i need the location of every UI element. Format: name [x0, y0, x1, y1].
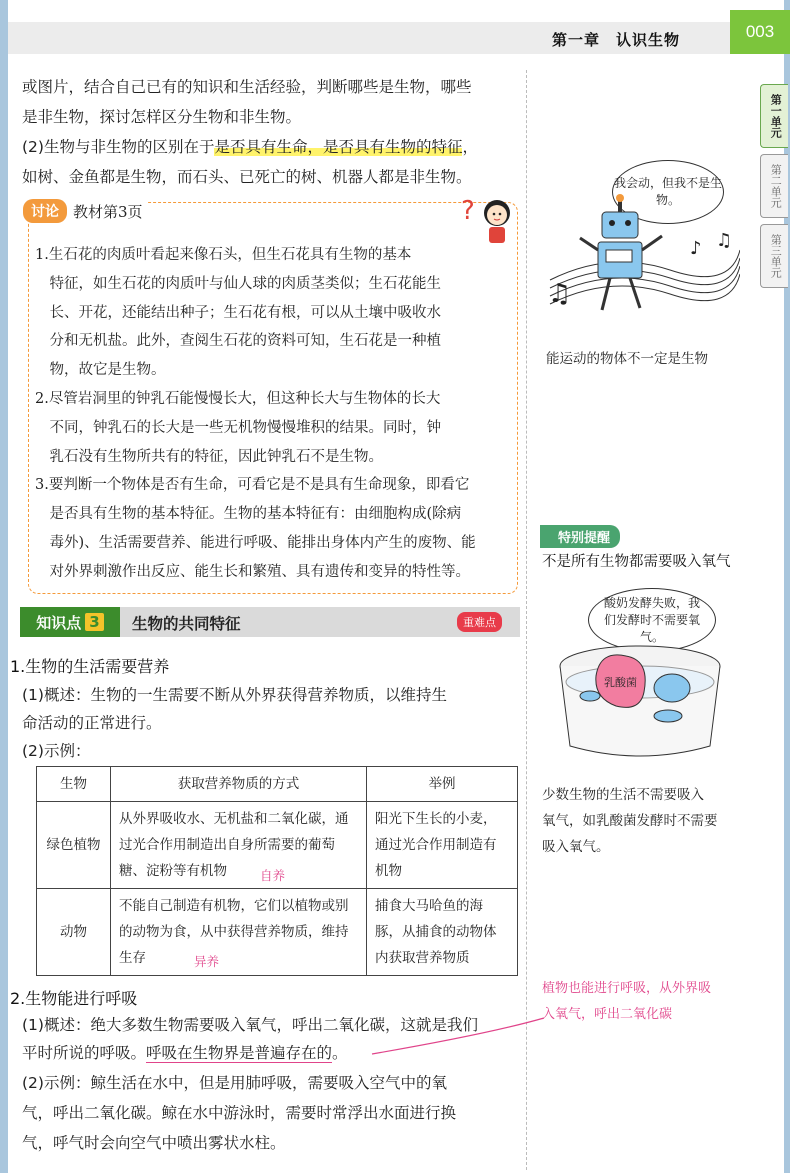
discussion-line: 1.生石花的肉质叶看起来像石头，但生石花具有生物的基本 — [35, 247, 412, 263]
section-1-heading: 1.生物的生活需要营养 — [10, 657, 170, 676]
section-1-line-1: (1)概述：生物的一生需要不断从外界获得营养物质，以维持生 — [22, 686, 447, 704]
column-divider — [526, 70, 527, 1170]
handnote-autotroph: 自养 — [260, 868, 286, 883]
intro-line-1: 或图片，结合自己已有的知识和生活经验，判断哪些是生物，哪些 — [22, 78, 472, 96]
table-cell-organism: 动物 — [37, 889, 111, 976]
discussion-line: 3.要判断一个物体是否有生命，可看它是不是具有生命现象，即看它 — [35, 477, 470, 494]
chapter-title: 第一章 认识生物 — [551, 31, 680, 49]
table-cell-way: 不能自己制造有机物，它们以植物或别的动物为食，从中获得营养物质，维持生存 — [111, 889, 367, 976]
table-cell-example: 捕食大马哈鱼的海豚，从捕食的动物体内获取营养物质 — [367, 889, 518, 976]
knowledge-point-label — [20, 607, 120, 637]
svg-text:?: ? — [461, 196, 475, 226]
table-header-cell: 生物 — [37, 767, 111, 802]
page — [8, 0, 784, 1173]
yeast-caption — [542, 782, 718, 860]
table-row — [37, 889, 518, 976]
section-2-line-2-end: 。 — [332, 1044, 348, 1062]
table-cell-example: 阳光下生长的小麦，通过光合作用制造有机物 — [367, 802, 518, 889]
svg-text:♫: ♫ — [716, 230, 733, 251]
discussion-line: 毒外)、生活需要营养、能进行呼吸、能排出身体内产生的废物、能 — [35, 534, 476, 551]
section-2-line-4: 气，呼出二氧化碳。鲸在水中游泳时，需要时常浮出水面进行换 — [22, 1104, 457, 1122]
discussion-line: 不同，钟乳石的长大是一些无机物慢慢堆积的结果。同时，钟 — [35, 419, 441, 436]
table-header-cell: 获取营养物质的方式 — [111, 767, 367, 802]
discussion-line: 乳石没有生物所共有的特征，因此钟乳石不是生物。 — [35, 448, 383, 465]
handnote-line: 入氧气，呼出二氧化碳 — [542, 1007, 673, 1022]
section-2-line-2-prefix: 平时所说的呼吸。 — [22, 1044, 147, 1062]
svg-text:♫: ♫ — [548, 279, 572, 309]
discussion-text — [35, 241, 515, 587]
discussion-line: 特征，如生石花的肉质叶与仙人球的肉质茎类似；生石花能生 — [35, 275, 441, 292]
yeast-caption-line: 吸入氧气。 — [542, 839, 610, 855]
intro-line-3-end: ， — [462, 138, 478, 156]
intro-line-2: 是非生物，探讨怎样区分生物和非生物。 — [22, 108, 302, 126]
page-header — [8, 22, 752, 54]
yeast-label: 乳酸菌 — [604, 676, 637, 689]
discussion-header — [19, 199, 147, 223]
handnote-plant-respiration — [542, 976, 711, 1028]
section-1-line-3: (2)示例： — [22, 742, 91, 760]
table-cell-way: 从外界吸收水、无机盐和二氧化碳，通过光合作用制造出自身所需要的葡萄糖、淀粉等有机物 — [111, 802, 367, 889]
yeast-caption-line: 氧气，如乳酸菌发酵时不需要 — [542, 813, 718, 829]
knowledge-point-title: 生物的共同特征 — [132, 615, 241, 633]
underline-respiration: 呼吸在生物界是普遍存在的 — [146, 1044, 333, 1062]
intro-line-4: 如树、金鱼都是生物，而石头、已死亡的树、机器人都是非生物。 — [22, 168, 472, 186]
discussion-line: 长、开花，还能结出种子；生石花有根，可以从土壤中吸收水 — [35, 304, 441, 321]
key-difficulty-tag: 重难点 — [457, 612, 502, 632]
section-2-line-5: 气，呼气时会向空气中喷出雾状水柱。 — [22, 1134, 286, 1152]
knowledge-point-text: 知识点 — [36, 613, 82, 632]
section-2-heading: 2.生物能进行呼吸 — [10, 989, 138, 1008]
unit-tab-1[interactable]: 第一单元 — [760, 84, 788, 148]
intro-line-3-prefix: (2)生物与非生物的区别在于 — [22, 138, 215, 156]
discussion-line: 物，故它是生物。 — [35, 362, 166, 379]
section-1-line-2: 命活动的正常进行。 — [22, 714, 162, 732]
table-header-cell: 举例 — [367, 767, 518, 802]
section-2-line-3: (2)示例：鲸生活在水中，但是用肺呼吸，需要吸入空气中的氧 — [22, 1074, 447, 1092]
svg-text:♪: ♪ — [690, 238, 702, 259]
handnote-arrow-icon — [368, 1014, 548, 1058]
thinking-girl-icon — [459, 189, 519, 245]
yeast-caption-line: 少数生物的生活不需要吸入 — [542, 787, 704, 803]
intro-line-3 — [22, 132, 478, 162]
discussion-title: 教材第3页 — [73, 202, 143, 221]
special-tip-title: 不是所有生物都需要吸入氧气 — [542, 554, 731, 570]
discussion-box — [28, 196, 518, 594]
discussion-line: 是否具有生物的基本特征。生物的基本特征有：由细胞构成(除病 — [35, 506, 462, 523]
section-2-line-1: (1)概述：绝大多数生物需要吸入氧气，呼出二氧化碳，这就是我们 — [22, 1016, 478, 1034]
discussion-badge: 讨论 — [23, 199, 67, 223]
table-cell-organism: 绿色植物 — [37, 802, 111, 889]
unit-tabs — [760, 84, 790, 294]
page-number: 003 — [730, 10, 790, 54]
unit-tab-2[interactable]: 第二单元 — [760, 154, 788, 218]
knowledge-point-number: 3 — [85, 613, 103, 631]
yeast-speech-bubble: 酸奶发酵失败，我们发酵时不需要氧气。 — [588, 588, 716, 652]
highlight-difference: 是否具有生命，是否具有生物的特征 — [214, 138, 463, 156]
discussion-line: 2.尽管岩洞里的钟乳石能慢慢长大，但这种长大与生物体的长大 — [35, 390, 441, 407]
section-2-line-2 — [22, 1038, 348, 1068]
handnote-line: 植物也能进行呼吸，从外界吸 — [542, 981, 712, 996]
robot-caption: 能运动的物体不一定是生物 — [546, 351, 708, 367]
lactic-bacteria-illustration-icon — [556, 636, 724, 766]
discussion-line: 对外界刺激作出反应、能生长和繁殖、具有遗传和变异的特性等。 — [35, 563, 470, 580]
handnote-heterotroph: 异养 — [194, 954, 220, 969]
robot-speech-bubble: 我会动，但我不是生物。 — [612, 160, 724, 224]
special-tip-badge: 特别提醒 — [540, 525, 620, 548]
robot-illustration-icon — [540, 190, 740, 330]
unit-tab-3[interactable]: 第三单元 — [760, 224, 788, 288]
knowledge-point-bar — [20, 607, 520, 637]
discussion-line: 分和无机盐。此外，查阅生石花的资料可知，生石花是一种植 — [35, 333, 441, 350]
table-header-row — [37, 767, 518, 802]
